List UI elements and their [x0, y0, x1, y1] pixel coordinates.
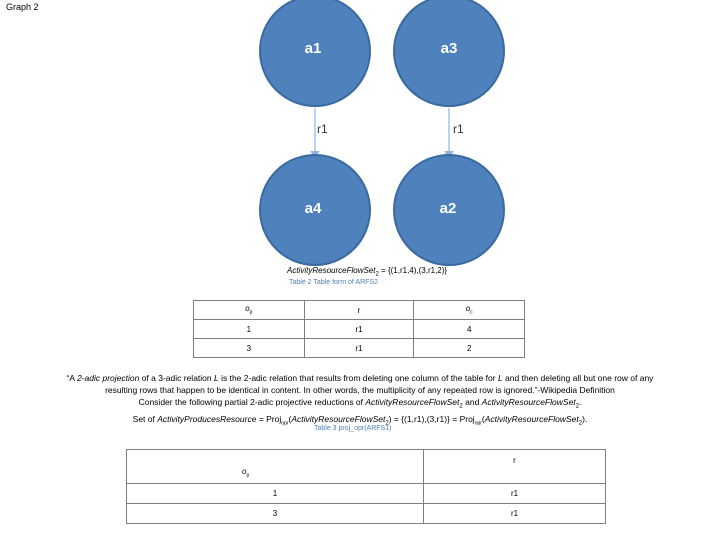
table-cell: r1 [424, 504, 606, 524]
node-label-a3: a3 [440, 40, 458, 57]
node-label-a2: a2 [439, 200, 457, 217]
formula-arfs2-name: ActivityResourceFlowSet [287, 266, 376, 275]
formula-arfs2 [287, 266, 447, 278]
table-cell: 4 [414, 320, 525, 339]
table2-header-row [194, 301, 525, 320]
table2-caption: Table 2 Table form of ARFS2 [289, 279, 378, 286]
formula-arfs2-value: = {(1,r1,4),(3,r1,2)} [378, 266, 448, 275]
node-label-a1: a1 [304, 40, 322, 57]
quote-line-4: Set of ActivityProducesResource = Proj$_{opr}$(ActivityResourceFlowSet$_2$) = {(1,r1),(3,r1)} = Proj$_{opr}$(ActivityResourceFlowSet$_2$). [132, 413, 588, 427]
formula-arfs2-sub: 2 [375, 271, 379, 278]
table2-header-oc: $o_c$ [414, 301, 525, 320]
quote-paragraph [0, 372, 720, 429]
page-title: Graph 2 [6, 2, 39, 12]
table-cell: 3 [194, 339, 305, 358]
table-cell: r1 [304, 320, 414, 339]
node-label-a4: a4 [304, 200, 322, 217]
table-cell: 1 [194, 320, 305, 339]
quote-line-3: Consider the following partial 2-adic projective reductions of ActivityResourceFlowSet$_2$ and ActivityResourceFlowSet$_2$. [138, 397, 582, 410]
table2-header-r: r [304, 301, 414, 320]
table-row [127, 504, 606, 524]
edge-label-a3-a2: r1 [453, 122, 464, 136]
table3-header-r: r [424, 450, 606, 484]
table-cell: r1 [424, 484, 606, 504]
table-row [194, 339, 525, 358]
table-cell: 1 [127, 484, 424, 504]
table2-header-op: $o_p$ [194, 301, 305, 320]
edge-label-a1-a4: r1 [317, 122, 328, 136]
quote-line-1: “A 2-adic projection of a 3-adic relation L is the 2-adic relation that results from deleting one column of the table for L and then deleting all but one row of any [66, 373, 654, 383]
quote-line-2: resulting rows that happen to be identical in content. In other words, the multiplicity of any repeated row is ignored.”-Wikipedia Definition [105, 385, 615, 395]
table3 [126, 449, 606, 524]
table-row [194, 320, 525, 339]
table3-header-row [127, 450, 606, 484]
table3-header-op: $o_p$ [127, 450, 424, 484]
table-cell: 3 [127, 504, 424, 524]
table-cell: r1 [304, 339, 414, 358]
table2 [193, 300, 525, 358]
table3-caption: Table 3 proj_opr(ARFS1) [314, 425, 392, 432]
table-cell: 2 [414, 339, 525, 358]
table-row [127, 484, 606, 504]
